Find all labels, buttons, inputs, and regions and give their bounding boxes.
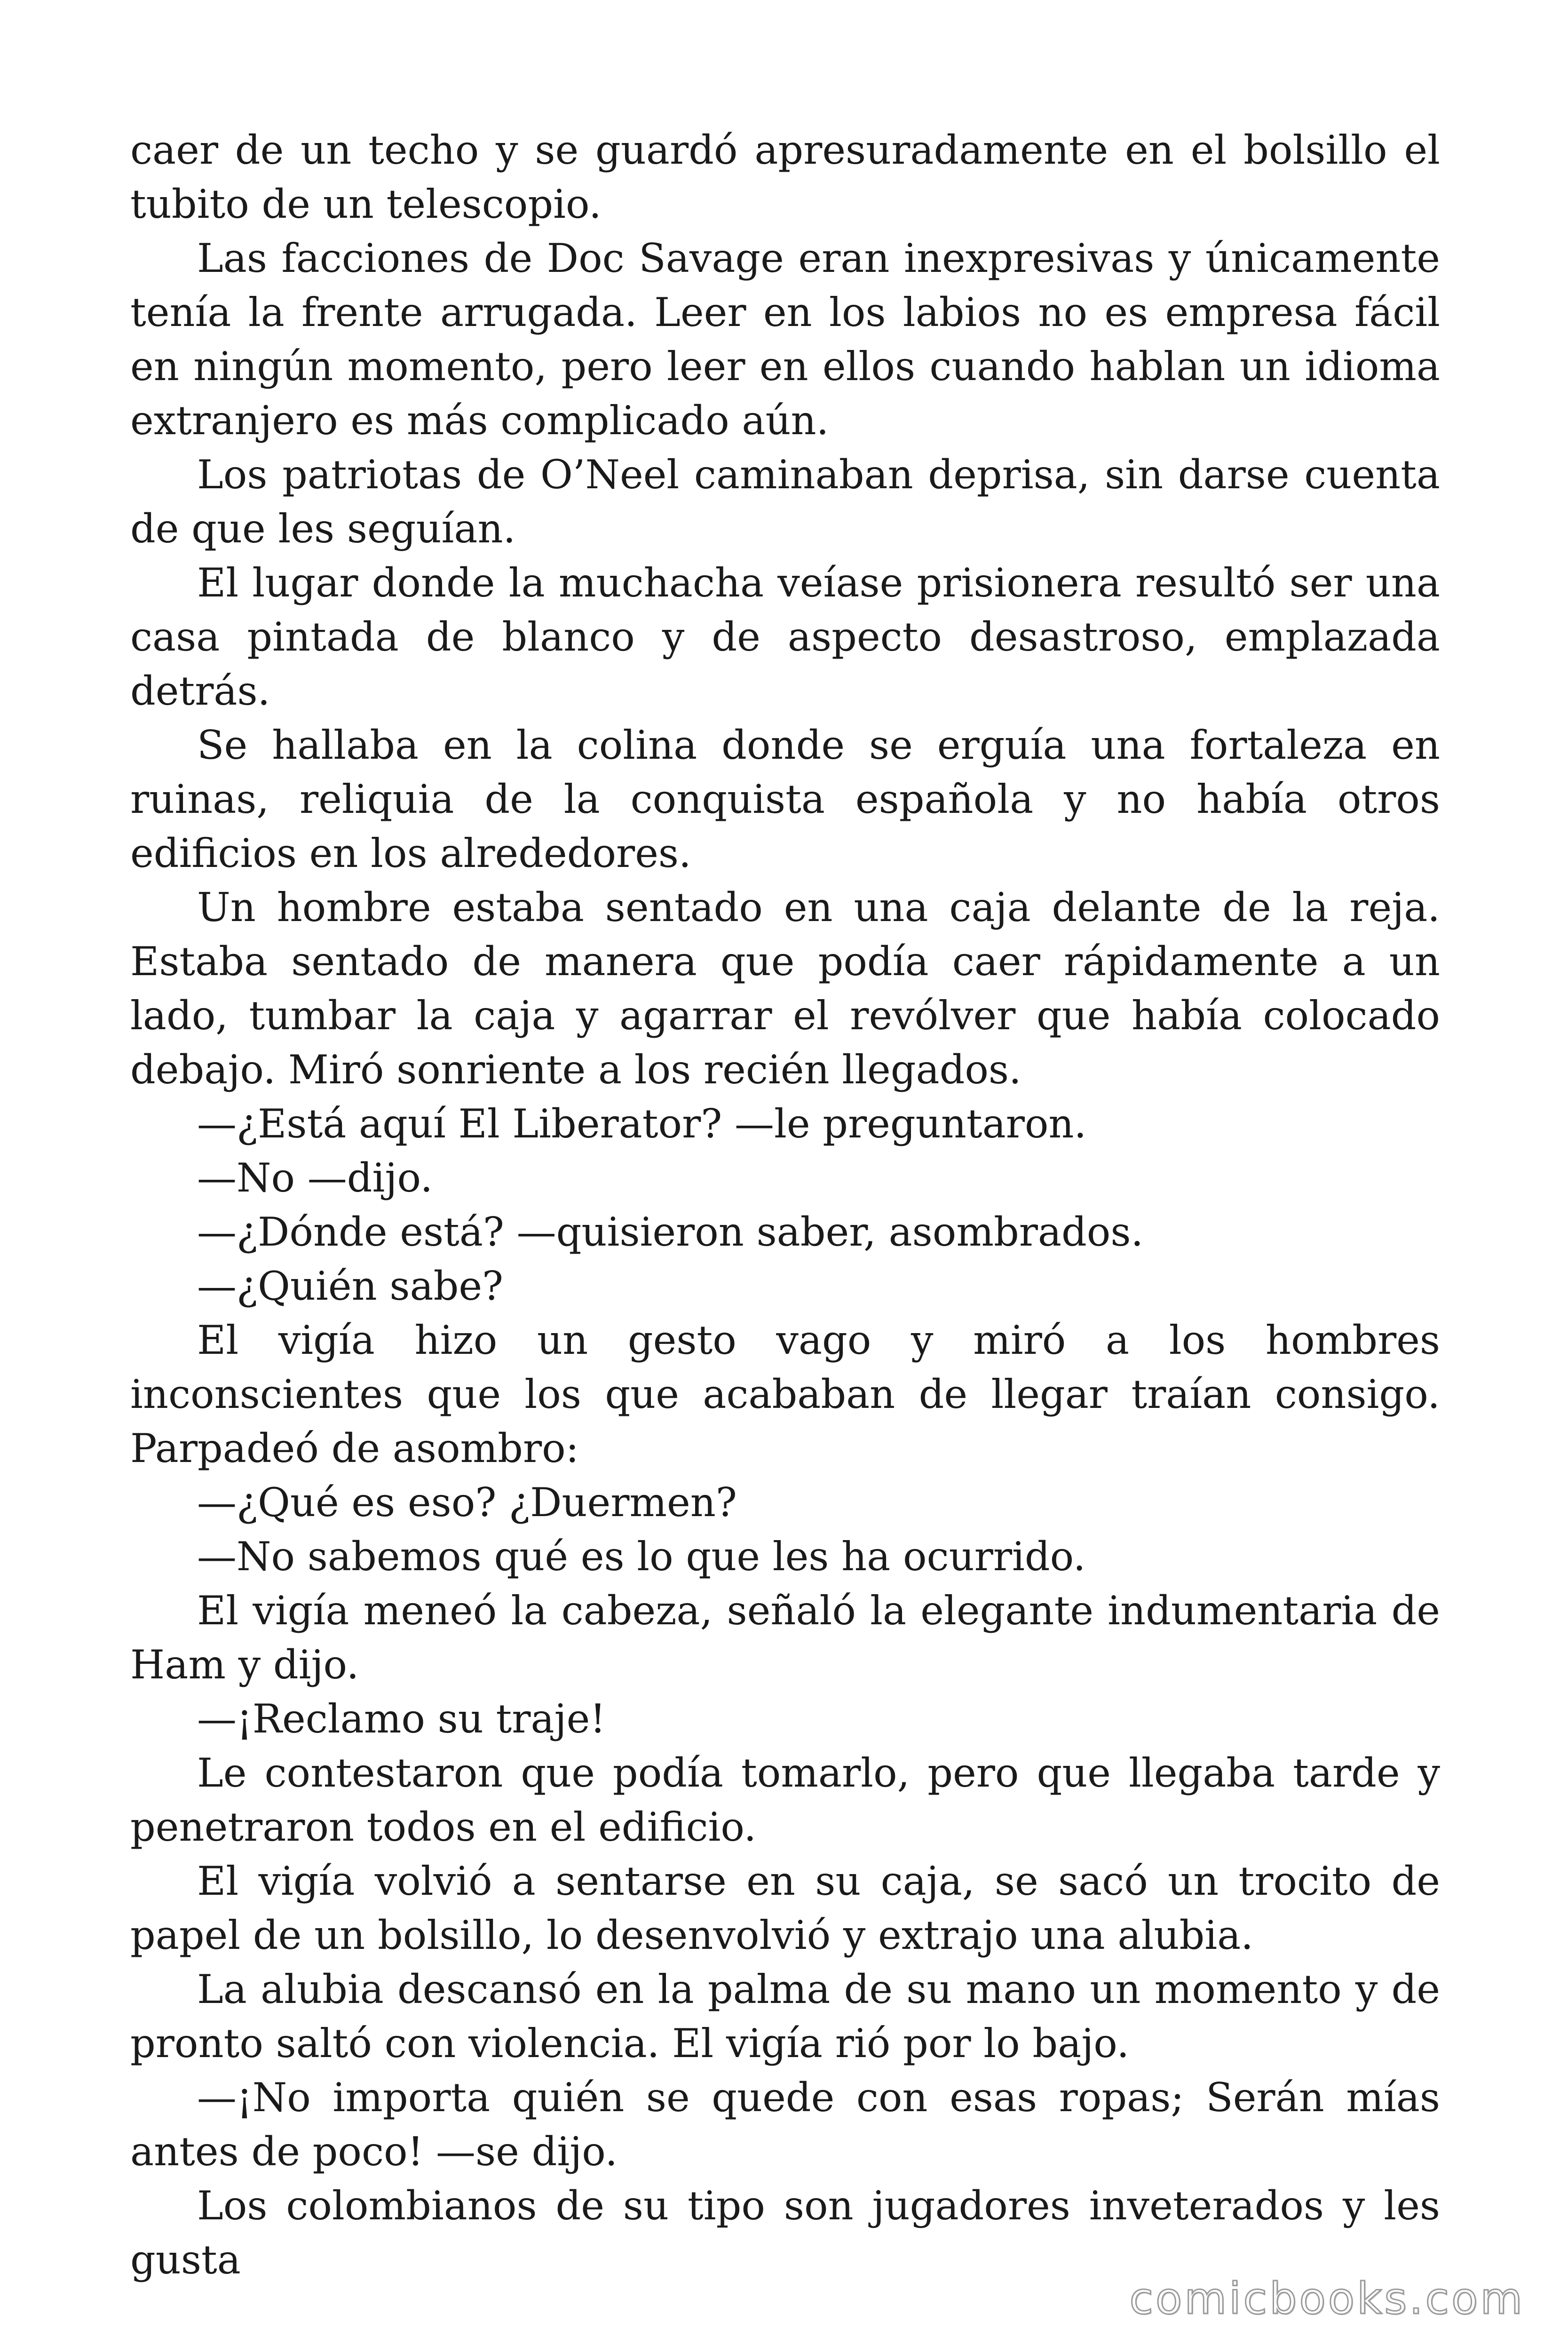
page-body xyxy=(130,123,1440,2287)
paragraph: Los colombianos de su tipo son jugadores inveterados y les gusta xyxy=(130,2183,1440,2283)
dialogue-line: —¡No importa quién se quede con esas ropas; Serán mías antes de poco! —se dijo. xyxy=(130,2074,1440,2175)
paragraph: Los patriotas de O’Neel caminaban deprisa, sin darse cuenta de que les seguían. xyxy=(130,452,1440,552)
dialogue-line: —¿Está aquí El Liberator? —le preguntaron. xyxy=(197,1101,1087,1147)
paragraph: Se hallaba en la colina donde se erguía una fortaleza en ruinas, reliquia de la conquista española y no había otros edificios en los alrededores. xyxy=(130,722,1440,876)
paragraph: El vigía volvió a sentarse en su caja, se sacó un trocito de papel de un bolsillo, lo desenvolvió y extrajo una alubia. xyxy=(130,1858,1440,1958)
dialogue-line: —¿Dónde está? —quisieron saber, asombrados. xyxy=(197,1209,1144,1255)
paragraph: Le contestaron que podía tomarlo, pero que llegaba tarde y penetraron todos en el edificio. xyxy=(130,1750,1440,1850)
paragraph: El vigía hizo un gesto vago y miró a los hombres inconscientes que los que acababan de llegar traían consigo. Parpadeó de asombro: xyxy=(130,1317,1440,1471)
paragraph: El vigía meneó la cabeza, señaló la elegante indumentaria de Ham y dijo. xyxy=(130,1588,1440,1688)
watermark: comicbooks.com xyxy=(1129,2273,1525,2324)
paragraph: caer de un techo y se guardó apresuradamente en el bolsillo el tubito de un telescopio. xyxy=(130,127,1440,227)
paragraph: El lugar donde la muchacha veíase prisionera resultó ser una casa pintada de blanco y de aspecto desastroso, emplazada detrás. xyxy=(130,560,1440,714)
dialogue-line: —No sabemos qué es lo que les ha ocurrido. xyxy=(197,1534,1086,1580)
paragraph: Un hombre estaba sentado en una caja delante de la reja. Estaba sentado de manera que podía caer rápidamente a un lado, tumbar la caja y agarrar el revólver que había colocado debajo. Miró sonriente a los recién llegados. xyxy=(130,884,1440,1093)
dialogue-line: —¡Reclamo su traje! xyxy=(197,1696,606,1742)
paragraph: Las facciones de Doc Savage eran inexpresivas y únicamente tenía la frente arrugada. Leer en los labios no es empresa fácil en ningún momento, pero leer en ellos cuando hablan un idioma extranjero es más complicado aún. xyxy=(130,235,1440,444)
dialogue-line: —¿Qué es eso? ¿Duermen? xyxy=(197,1479,737,1526)
dialogue-line: —No —dijo. xyxy=(197,1155,433,1201)
paragraph: La alubia descansó en la palma de su mano un momento y de pronto saltó con violencia. El vigía rió por lo bajo. xyxy=(130,1966,1440,2066)
dialogue-line: —¿Quién sabe? xyxy=(197,1263,504,1309)
